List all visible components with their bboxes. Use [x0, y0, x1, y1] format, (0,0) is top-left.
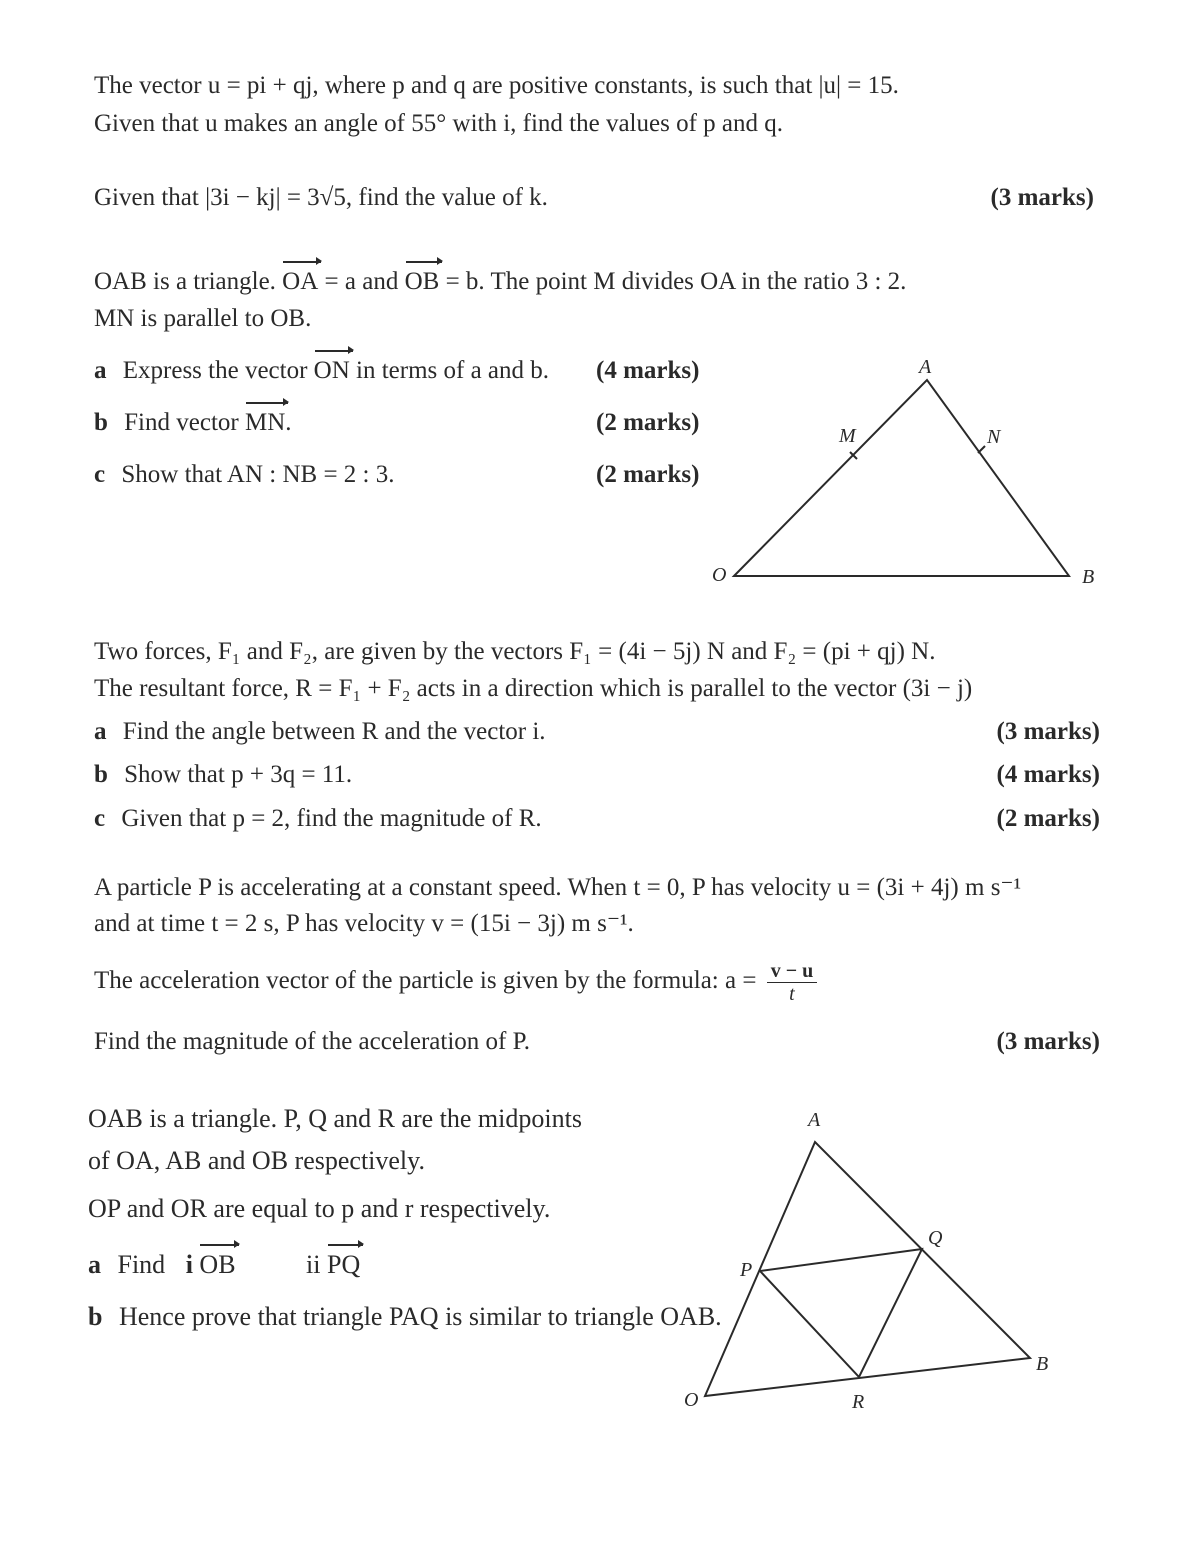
label-a: A [919, 356, 932, 378]
part-label: b [88, 1302, 103, 1331]
q3-part-a-marks: (4 marks) [596, 357, 700, 384]
formula-numerator: v − u [767, 960, 818, 983]
q5-line1: A particle P is accelerating at a constant speed. When t = 0, P has velocity u = (3i + 4j) m s⁻¹ [94, 874, 1022, 901]
q4-part-b [94, 759, 352, 791]
q2-marks: (3 marks) [990, 184, 1094, 211]
point-n-tick [978, 446, 985, 453]
part-label: c [94, 461, 106, 488]
q6-part-b [88, 1301, 722, 1333]
formula-denominator: t [789, 982, 795, 1005]
formula-pre: The acceleration vector of the particle is given by the formula: a = [94, 967, 757, 994]
part-text-pre: Find vector [124, 409, 239, 436]
q3-eq-b: = b. The point M divides OA in the ratio 3 : 2. [445, 268, 907, 295]
q6-line2: of OA, AB and OB respectively. [88, 1146, 425, 1175]
q4-part-a [94, 716, 546, 748]
part-label: b [94, 761, 108, 788]
q4-part-c-marks: (2 marks) [996, 805, 1100, 832]
q6-line1: OAB is a triangle. P, Q and R are the midpoints [88, 1104, 582, 1133]
q5-marks: (3 marks) [996, 1028, 1100, 1055]
vector-ob: OB [405, 266, 440, 298]
part-label: b [94, 409, 108, 436]
q4-part-b-marks: (4 marks) [996, 761, 1100, 788]
subpart-i-label: i [185, 1250, 193, 1279]
q6-line3: OP and OR are equal to p and r respectively. [88, 1194, 551, 1223]
triangle-oab-diagram-2 [680, 1100, 1060, 1420]
q3-part-b-marks: (2 marks) [596, 409, 700, 436]
label-o: O [712, 564, 727, 586]
part-text: Show that p + 3q = 11. [124, 761, 353, 788]
q2-text: Given that |3i − kj| = 3√5, find the value of k. [94, 184, 548, 211]
q4-line2: The resultant force, R = F₁ + F₂ acts in a direction which is parallel to the vector (3i − j) [94, 675, 973, 702]
q3-eq-a: = a and [324, 268, 399, 295]
q3-part-c [94, 459, 395, 491]
label-q: Q [928, 1227, 943, 1249]
label-n: N [987, 426, 1001, 448]
q3-part-c-marks: (2 marks) [596, 461, 700, 488]
q4-line1: Two forces, F₁ and F₂, are given by the vectors F₁ = (4i − 5j) N and F₂ = (pi + qj) N. [94, 638, 936, 665]
triangle-oab-outline [734, 380, 1069, 576]
label-b: B [1082, 566, 1095, 588]
q1-line2: Given that u makes an angle of 55° with i, find the values of p and q. [94, 110, 784, 137]
label-a: A [808, 1109, 821, 1131]
q5-line2: and at time t = 2 s, P has velocity v = (15i − 3j) m s⁻¹. [94, 910, 634, 937]
subpart-ii-label: ii [306, 1250, 321, 1279]
part-text-post: in terms of a and b. [356, 357, 550, 384]
q3-intro-pre: OAB is a triangle. [94, 268, 276, 295]
part-label: a [94, 357, 107, 384]
part-a-pre: Find [117, 1250, 166, 1279]
vector-oa: OA [282, 266, 318, 298]
q3-part-b [94, 407, 292, 439]
q1-line1: The vector u = pi + qj, where p and q are positive constants, is such that |u| = 15. [94, 72, 899, 99]
label-b: B [1036, 1353, 1049, 1375]
q3-intro [94, 266, 906, 298]
label-r: R [852, 1391, 865, 1413]
vector-on: ON [314, 355, 350, 387]
midpoint-triangle-pqr [760, 1249, 922, 1377]
part-text: Show that AN : NB = 2 : 3. [121, 461, 395, 488]
part-label: a [88, 1250, 101, 1279]
label-p: P [740, 1259, 753, 1281]
q6-part-a [88, 1249, 360, 1281]
q5-formula [94, 958, 817, 1005]
q5-line4: Find the magnitude of the acceleration of P. [94, 1028, 530, 1055]
formula-fraction [767, 960, 818, 1005]
vector-ob: OB [199, 1250, 236, 1279]
part-text: Hence prove that triangle PAQ is similar to triangle OAB. [118, 1302, 722, 1331]
vector-pq: PQ [327, 1250, 361, 1279]
q4-part-c [94, 803, 542, 835]
q3-part-a [94, 355, 549, 387]
part-text-post: . [285, 409, 292, 436]
label-m: M [839, 425, 856, 447]
part-text: Find the angle between R and the vector i. [122, 718, 546, 745]
part-label: c [94, 805, 106, 832]
q4-part-a-marks: (3 marks) [996, 718, 1100, 745]
vector-mn: MN [245, 407, 285, 439]
q3-line2: MN is parallel to OB. [94, 305, 312, 332]
triangle-oab-diagram-1 [700, 355, 1110, 595]
part-text-pre: Express the vector [122, 357, 308, 384]
part-text: Given that p = 2, find the magnitude of R. [121, 805, 542, 832]
label-o: O [684, 1389, 699, 1411]
part-label: a [94, 718, 107, 745]
